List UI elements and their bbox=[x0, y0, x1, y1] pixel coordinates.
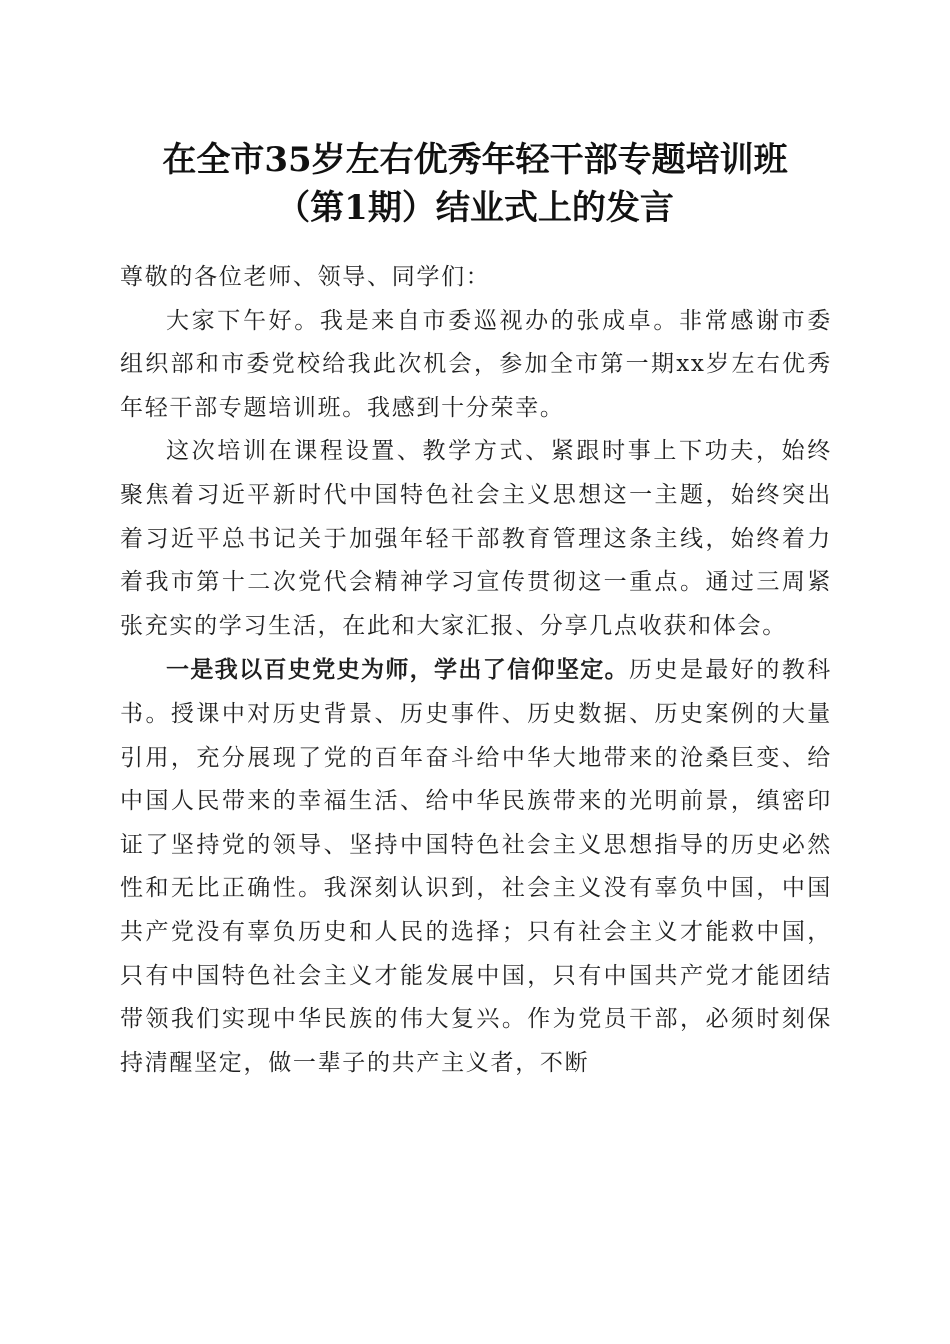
point-one-body: 历史是最好的教科书。授课中对历史背景、历史事件、历史数据、历史案例的大量引用，充分展现了党的百年奋斗给中华大地带来的沧桑巨变、给中国人民带来的幸福生活、给中华民族带来的光明前景，缜密印证了坚持党的领导、坚持中国特色社会主义思想指导的历史必然性和无比正确性。我深刻认识到，社会主义没有辜负中国，中国共产党没有辜负历史和人民的选择；只有社会主义才能救中国，只有中国特色社会主义才能发展中国，只有中国共产党才能团结带领我们实现中华民族的伟大复兴。作为党员干部，必须时刻保持清醒坚定，做一辈子的共产主义者，不断 bbox=[120, 657, 832, 1076]
salutation: 尊敬的各位老师、领导、同学们： bbox=[120, 264, 491, 290]
title-line-1: 在全市35岁左右优秀年轻干部专题培训班 bbox=[162, 140, 788, 180]
paragraph-point-one bbox=[120, 648, 832, 1085]
point-one-lead: 一是我以百史党史为师，学出了信仰坚定。 bbox=[166, 656, 630, 684]
title-line-2: （第1期）结业式上的发言 bbox=[276, 188, 674, 228]
paragraph-greeting: 大家下午好。我是来自市委巡视办的张成卓。非常感谢市委组织部和市委党校给我此次机会，参加全市第一期xx岁左右优秀年轻干部专题培训班。我感到十分荣幸。 bbox=[120, 307, 832, 421]
document-body bbox=[120, 256, 832, 1085]
document-title bbox=[0, 136, 950, 232]
paragraph-training-overview: 这次培训在课程设置、教学方式、紧跟时事上下功夫，始终聚焦着习近平新时代中国特色社会主义思想这一主题，始终突出着习近平总书记关于加强年轻干部教育管理这条主线，始终着力着我市第十二次党代会精神学习宣传贯彻这一重点。通过三周紧张充实的学习生活，在此和大家汇报、分享几点收获和体会。 bbox=[120, 438, 832, 639]
